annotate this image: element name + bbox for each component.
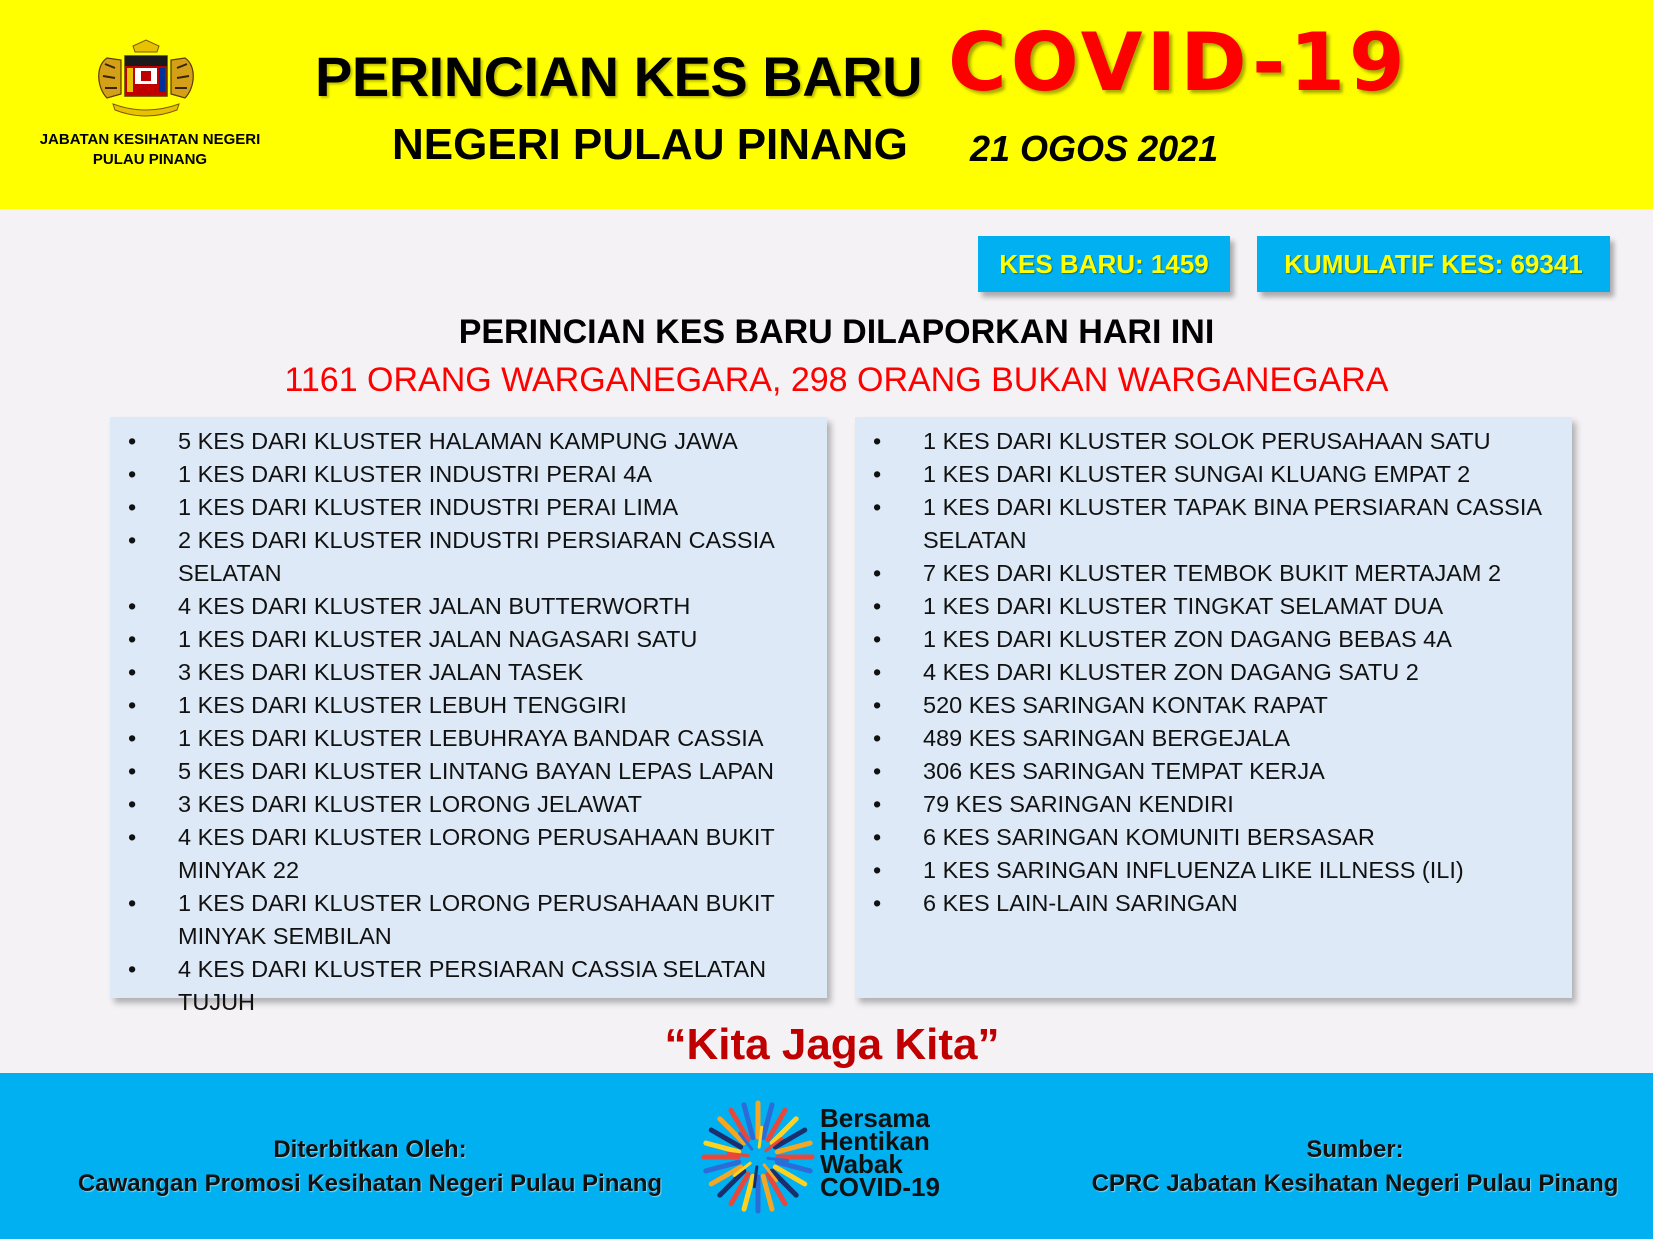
coat-of-arms-icon: [85, 38, 207, 120]
page-title: PERINCIAN KES BARU: [315, 45, 923, 108]
left-case-list-panel: [110, 417, 827, 1015]
nationality-breakdown: 1161 ORANG WARGANEGARA, 298 ORANG BUKAN WARGANEGARA: [284, 361, 1389, 399]
list-item: • 4 KES DARI KLUSTER PERSIARAN CASSIA SELATAN TUJUH: [110, 953, 827, 1019]
list-item: • 1 KES DARI KLUSTER LEBUH TENGGIRI: [110, 689, 827, 722]
list-item: • 5 KES DARI KLUSTER LINTANG BAYAN LEPAS LAPAN: [110, 755, 827, 788]
list-item: • 7 KES DARI KLUSTER TEMBOK BUKIT MERTAJAM 2: [855, 557, 1572, 590]
state-title: NEGERI PULAU PINANG: [392, 120, 908, 169]
list-item: • 1 KES DARI KLUSTER LORONG PERUSAHAAN BUKIT MINYAK SEMBILAN: [110, 887, 827, 953]
publisher-block: [40, 1133, 700, 1201]
right-case-list: [855, 417, 1572, 920]
list-item: • 1 KES DARI KLUSTER LEBUHRAYA BANDAR CASSIA: [110, 722, 827, 755]
list-item: • 2 KES DARI KLUSTER INDUSTRI PERSIARAN CASSIA SELATAN: [110, 524, 827, 590]
list-item: • 1 KES DARI KLUSTER TAPAK BINA PERSIARAN CASSIA SELATAN: [855, 491, 1572, 557]
list-item: • 3 KES DARI KLUSTER JALAN TASEK: [110, 656, 827, 689]
campaign-line-2: Hentikan: [820, 1126, 930, 1156]
department-name-line-1: JABATAN KESIHATAN NEGERI: [39, 131, 261, 148]
list-item: • 1 KES DARI KLUSTER TINGKAT SELAMAT DUA: [855, 590, 1572, 623]
list-item: • 1 KES DARI KLUSTER SUNGAI KLUANG EMPAT 2: [855, 458, 1572, 491]
list-item: • 6 KES SARINGAN KOMUNITI BERSASAR: [855, 821, 1572, 854]
campaign-line-4: COVID-19: [820, 1172, 940, 1202]
list-item: • 1 KES DARI KLUSTER INDUSTRI PERAI LIMA: [110, 491, 827, 524]
department-name: [20, 130, 280, 170]
list-item: • 1 KES DARI KLUSTER SOLOK PERUSAHAAN SATU: [855, 425, 1572, 458]
source-block: [1080, 1133, 1630, 1201]
campaign-text: [820, 1103, 940, 1202]
list-item: • 4 KES DARI KLUSTER ZON DAGANG SATU 2: [855, 656, 1572, 689]
source-label: Sumber:: [1306, 1136, 1404, 1163]
list-item: • 5 KES DARI KLUSTER HALAMAN KAMPUNG JAWA: [110, 425, 827, 458]
list-item: • 1 KES DARI KLUSTER JALAN NAGASARI SATU: [110, 623, 827, 656]
list-item: • 4 KES DARI KLUSTER JALAN BUTTERWORTH: [110, 590, 827, 623]
list-item: • 306 KES SARINGAN TEMPAT KERJA: [855, 755, 1572, 788]
list-item: • 1 KES DARI KLUSTER INDUSTRI PERAI 4A: [110, 458, 827, 491]
source-name: CPRC Jabatan Kesihatan Negeri Pulau Pinang: [1091, 1170, 1619, 1197]
footer-banner: [0, 1073, 1653, 1239]
list-item: • 1 KES DARI KLUSTER ZON DAGANG BEBAS 4A: [855, 623, 1572, 656]
left-case-list: [110, 417, 827, 1019]
cumulative-cases-badge: KUMULATIF KES: 69341: [1257, 236, 1610, 292]
list-item: • 489 KES SARINGAN BERGEJALA: [855, 722, 1572, 755]
list-item: • 520 KES SARINGAN KONTAK RAPAT: [855, 689, 1572, 722]
list-item: • 4 KES DARI KLUSTER LORONG PERUSAHAAN BUKIT MINYAK 22: [110, 821, 827, 887]
right-case-list-panel: [855, 417, 1572, 998]
summary-heading: PERINCIAN KES BARU DILAPORKAN HARI INI: [458, 313, 1215, 351]
header-banner: [0, 0, 1653, 209]
campaign-line-3: Wabak: [820, 1149, 903, 1179]
department-name-line-2: PULAU PINANG: [92, 151, 208, 168]
report-date: 21 OGOS 2021: [970, 128, 1219, 169]
campaign-line-1: Bersama: [820, 1103, 930, 1133]
slogan: “Kita Jaga Kita”: [664, 1020, 1000, 1069]
list-item: • 79 KES SARINGAN KENDIRI: [855, 788, 1572, 821]
new-cases-badge: KES BARU: 1459: [978, 236, 1230, 292]
campaign-burst-icon: [698, 1097, 818, 1217]
covid-title: COVID-19: [948, 16, 1409, 109]
list-item: • 1 KES SARINGAN INFLUENZA LIKE ILLNESS (ILI): [855, 854, 1572, 887]
list-item: • 6 KES LAIN-LAIN SARINGAN: [855, 887, 1572, 920]
list-item: • 3 KES DARI KLUSTER LORONG JELAWAT: [110, 788, 827, 821]
publisher-name: Cawangan Promosi Kesihatan Negeri Pulau Pinang: [77, 1170, 663, 1197]
publisher-label: Diterbitkan Oleh:: [273, 1136, 467, 1163]
